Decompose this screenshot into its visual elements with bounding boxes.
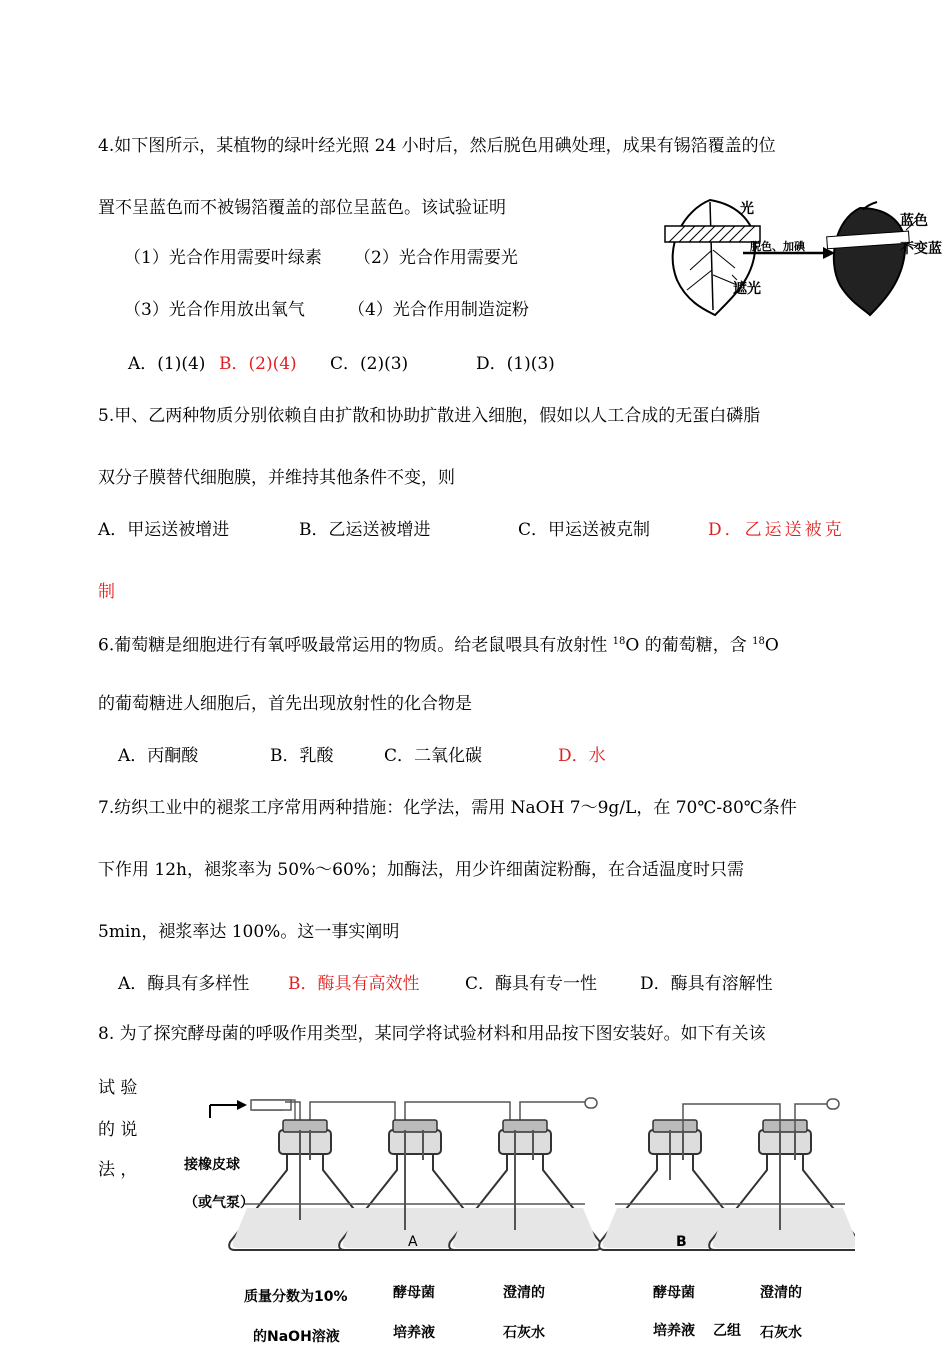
label-naoh-2: 的NaOH溶液: [253, 1329, 340, 1345]
q4-line1: 4.如下图所示，某植物的绿叶经光照 24 小时后，然后脱色用碘处理，成果有锡箔覆盖的位: [98, 136, 776, 156]
q5-line1: 5.甲、乙两种物质分别依赖自由扩散和协助扩散进入细胞，假如以人工合成的无蛋白磷脂: [98, 406, 761, 426]
q7-line1: 7.纺织工业中的褪浆工序常用两种措施：化学法，需用 NaOH 7～9g/L，在 70℃-80℃条件: [98, 798, 797, 818]
q5-option-c: C．甲运送被克制: [518, 520, 651, 540]
label-pump-alt: （或气泵）: [184, 1195, 254, 1211]
label-pump: 接橡皮球: [184, 1157, 240, 1173]
label-group-b: 乙组: [713, 1323, 741, 1339]
label-naoh-1: 质量分数为10%: [244, 1289, 348, 1305]
label-not-blue: 不变蓝: [900, 241, 942, 257]
q4-option-b-answer: B．(2)(4): [219, 354, 297, 374]
q8-side-2: 的 说: [98, 1120, 138, 1140]
label-shade: 遮光: [733, 281, 761, 297]
label-lime-a-1: 澄清的: [503, 1285, 545, 1301]
q5-option-d-answer-cont: 制: [98, 582, 115, 602]
q4-option-a: A．(1)(4): [128, 354, 206, 374]
q7-line2: 下作用 12h，褪浆率为 50%～60%；加酶法，用少许细菌淀粉酶，在合适温度时只需: [98, 860, 744, 880]
q6-option-a: A．丙酮酸: [118, 746, 199, 766]
q6-line1: 6.葡萄糖是细胞进行有氧呼吸最常运用的物质。给老鼠喂具有放射性 $^{18}$O 的葡萄糖，含 $^{18}$O: [98, 635, 779, 656]
q6-line2: 的葡萄糖进人细胞后，首先出现放射性的化合物是: [98, 694, 472, 714]
q4-statement-3: （3）光合作用放出氧气: [124, 300, 305, 320]
q4-option-d: D．(1)(3): [476, 354, 555, 374]
q4-line2: 置不呈蓝色而不被锡箔覆盖的部位呈蓝色。该试验证明: [98, 198, 506, 218]
flask-b-label: B: [676, 1234, 687, 1250]
q6-option-c: C．二氧化碳: [384, 746, 483, 766]
q7-option-b-answer: B．酶具有高效性: [288, 974, 420, 994]
q4-statement-1: （1）光合作用需要叶绿素: [124, 248, 322, 268]
label-light: 光: [740, 201, 754, 217]
q7-line3: 5min，褪浆率达 100%。这一事实阐明: [98, 922, 400, 942]
q6-option-b: B．乳酸: [270, 746, 334, 766]
q5-option-d-answer: D．乙运送被克: [708, 520, 845, 540]
q8-side-3: 法 ，: [98, 1160, 138, 1180]
q4-statement-2: （2）光合作用需要光: [354, 248, 518, 268]
label-yeast-b-2: 培养液: [653, 1323, 695, 1339]
q4-option-c: C．(2)(3): [330, 354, 409, 374]
q4-statement-4: （4）光合作用制造淀粉: [348, 300, 529, 320]
q7-option-c: C．酶具有专一性: [465, 974, 598, 994]
label-process: 脱色、加碘: [750, 240, 805, 253]
q7-option-d: D．酶具有溶解性: [640, 974, 773, 994]
label-lime-b-1: 澄清的: [760, 1285, 802, 1301]
q5-line2: 双分子膜替代细胞膜，并维持其他条件不变，则: [98, 468, 455, 488]
q8-side-1: 试 验: [98, 1078, 138, 1098]
label-lime-a-2: 石灰水: [503, 1325, 545, 1341]
label-lime-b-2: 石灰水: [760, 1325, 802, 1341]
q5-option-a: A．甲运送被增进: [98, 520, 230, 540]
label-yeast-a-2: 培养液: [393, 1325, 435, 1341]
label-blue: 蓝色: [900, 213, 928, 229]
flask-apparatus-figure: [205, 1090, 855, 1280]
flask-a-label: A: [408, 1234, 418, 1250]
q7-option-a: A．酶具有多样性: [118, 974, 250, 994]
q8-line1: 8. 为了探究酵母菌的呼吸作用类型，某同学将试验材料和用品按下图安装好。如下有关该: [98, 1024, 766, 1044]
q5-option-b: B．乙运送被增进: [299, 520, 431, 540]
label-yeast-a-1: 酵母菌: [393, 1285, 435, 1301]
label-yeast-b-1: 酵母菌: [653, 1285, 695, 1301]
q6-option-d-answer: D．水: [558, 746, 606, 766]
